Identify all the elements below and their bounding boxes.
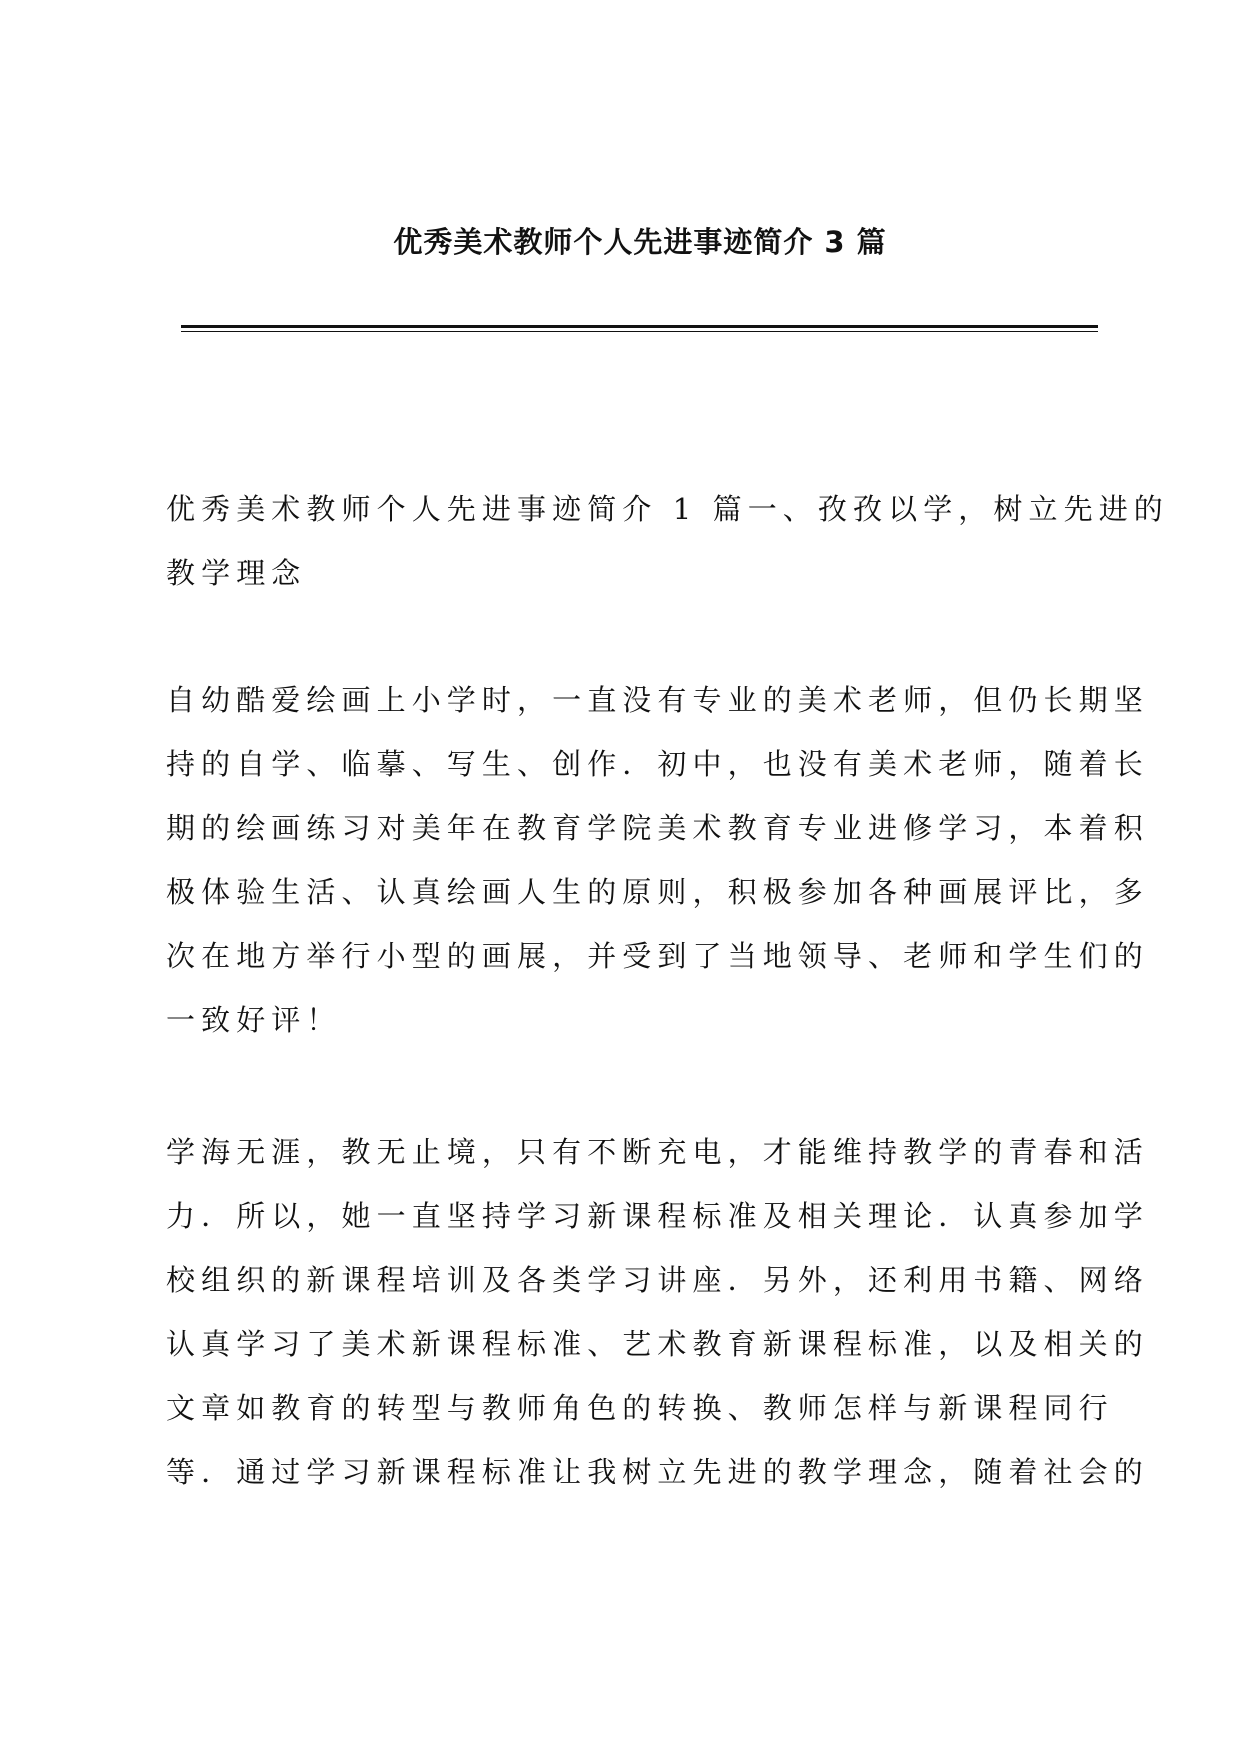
title-rule-thick	[181, 325, 1098, 328]
paragraph-line: 优秀美术教师个人先进事迹简介 1 篇一、孜孜以学，树立先进的	[166, 492, 1169, 526]
paragraph-2	[166, 668, 1149, 1052]
paragraph-line: 期的绘画练习对美年在教育学院美术教育专业进修学习，本着积	[166, 811, 1149, 845]
paragraph-line: 教学理念	[166, 556, 307, 590]
paragraph-line: 力．所以，她一直坚持学习新课程标准及相关理论．认真参加学	[166, 1199, 1149, 1233]
paragraph-line: 一致好评！	[166, 1003, 342, 1037]
paragraph-line: 校组织的新课程培训及各类学习讲座．另外，还利用书籍、网络	[166, 1263, 1149, 1297]
paragraph-3	[166, 1120, 1149, 1504]
paragraph-line: 学海无涯，教无止境，只有不断充电，才能维持教学的青春和活	[166, 1135, 1149, 1169]
paragraph-1	[166, 477, 1169, 605]
paragraph-line: 等．通过学习新课程标准让我树立先进的教学理念，随着社会的	[166, 1455, 1149, 1489]
title-rule-thin	[181, 331, 1098, 332]
paragraph-line: 认真学习了美术新课程标准、艺术教育新课程标准，以及相关的	[166, 1327, 1149, 1361]
paragraph-line: 次在地方举行小型的画展，并受到了当地领导、老师和学生们的	[166, 939, 1149, 973]
paragraph-line: 持的自学、临摹、写生、创作．初中，也没有美术老师，随着长	[166, 747, 1149, 781]
paragraph-line: 极体验生活、认真绘画人生的原则，积极参加各种画展评比，多	[166, 875, 1149, 909]
paragraph-line: 自幼酷爱绘画上小学时，一直没有专业的美术老师，但仍长期坚	[166, 683, 1149, 717]
paragraph-line: 文章如教育的转型与教师角色的转换、教师怎样与新课程同行	[166, 1391, 1114, 1425]
document-title: 优秀美术教师个人先进事迹简介 3 篇	[393, 225, 887, 259]
